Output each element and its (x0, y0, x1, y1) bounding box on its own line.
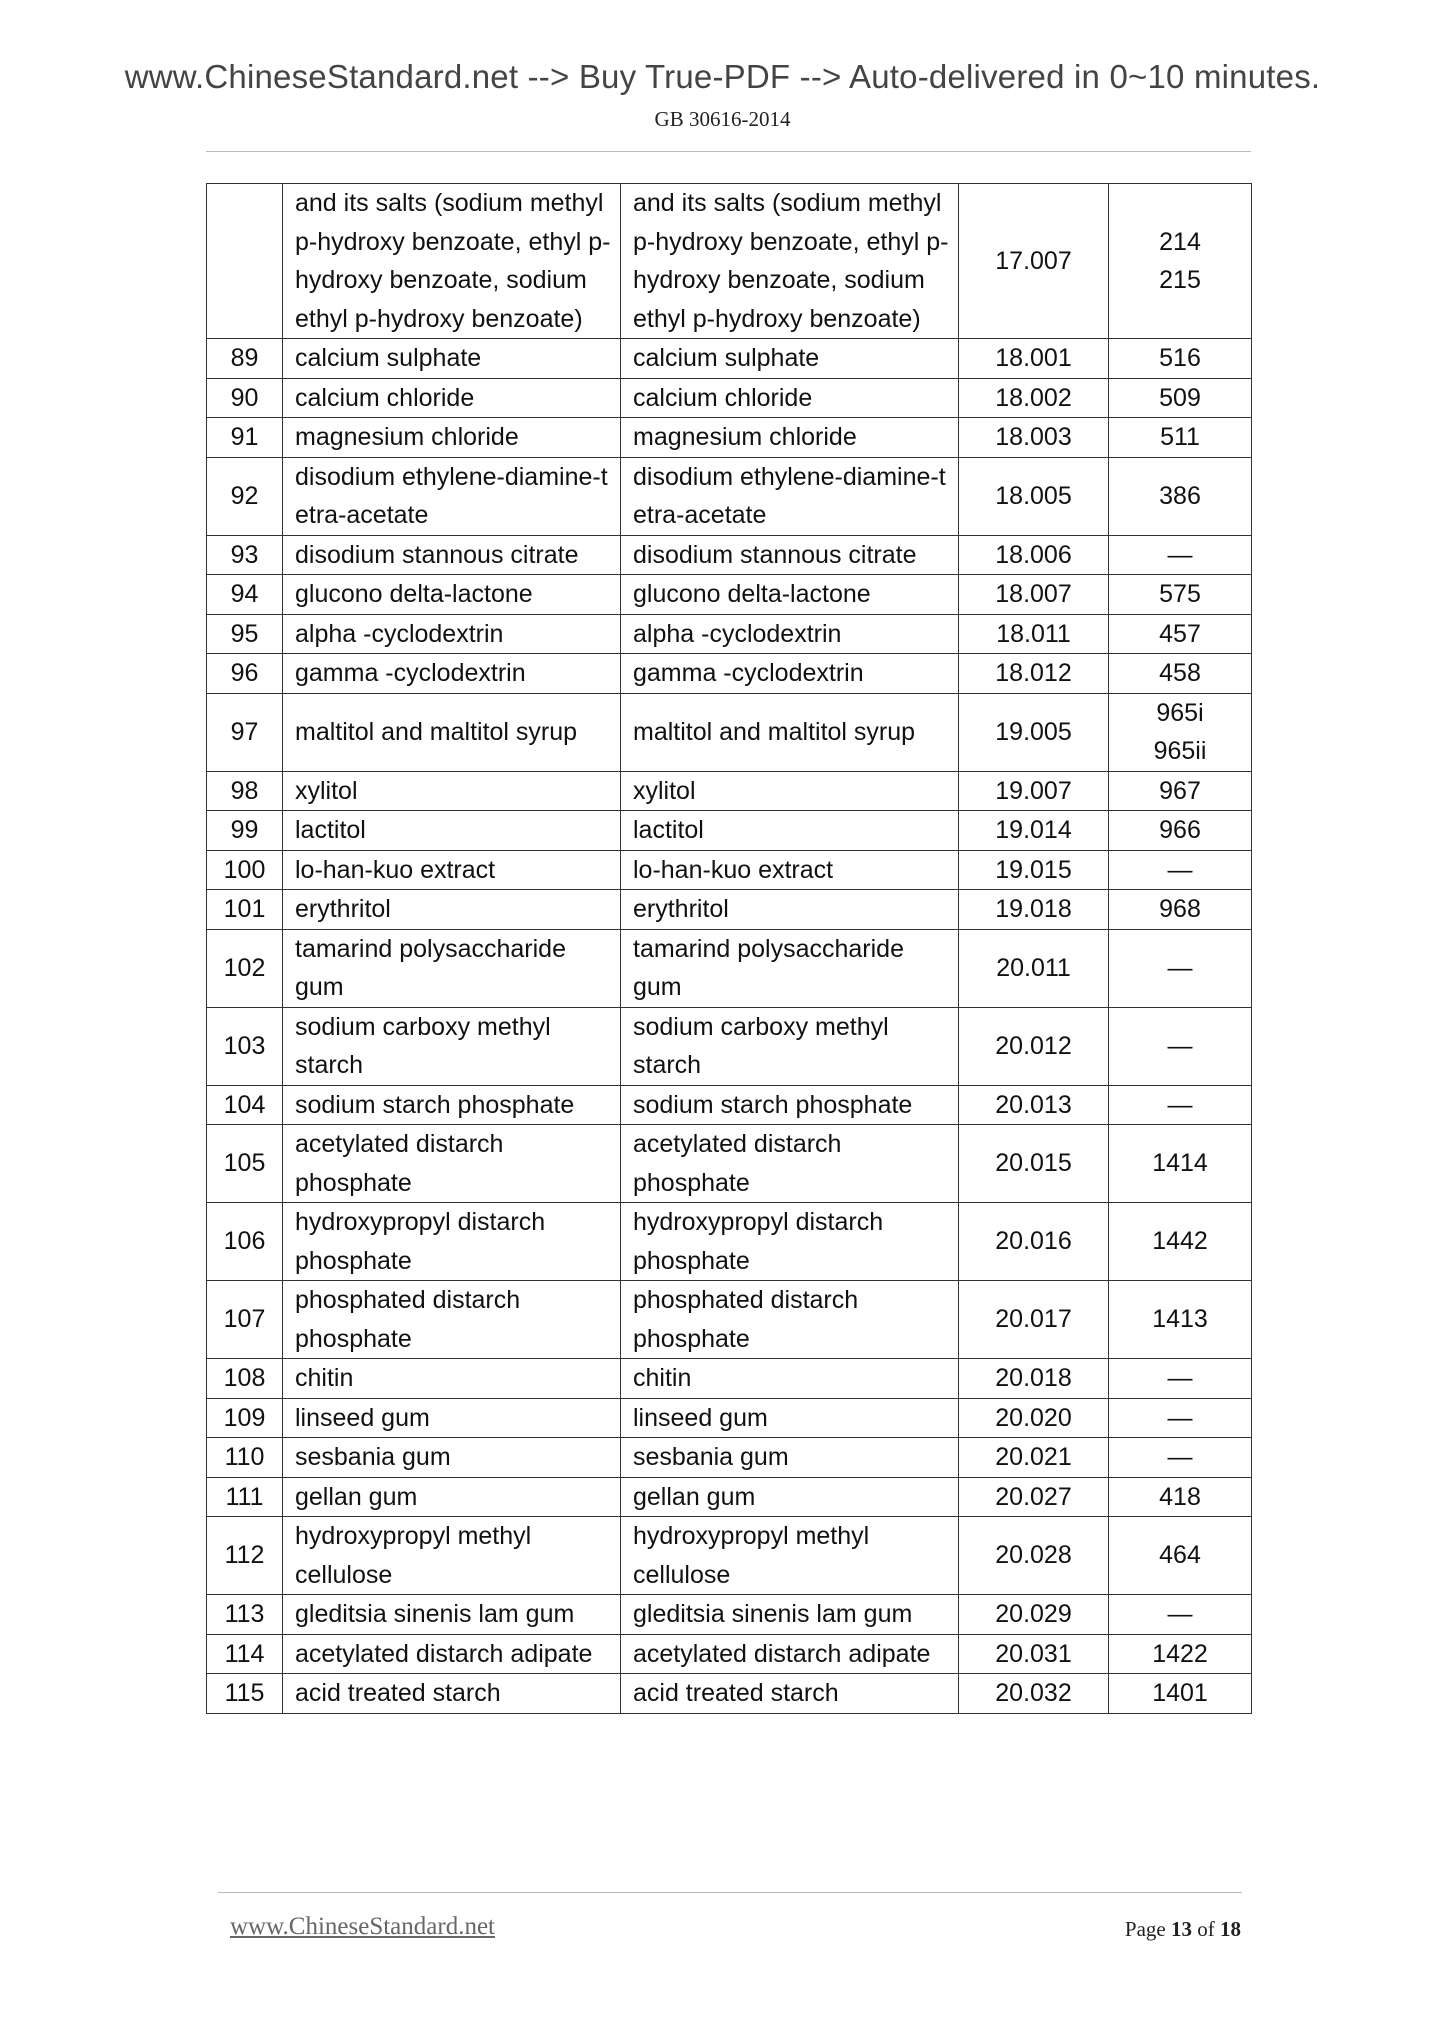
ins-code: 1442 (1109, 1203, 1252, 1281)
additive-name: tamarind polysaccharide gum (283, 929, 621, 1007)
table-row (207, 929, 1252, 1007)
ins-code: 966 (1109, 811, 1252, 851)
cns-code: 17.007 (959, 184, 1109, 339)
cns-code: 20.020 (959, 1398, 1109, 1438)
row-number: 111 (207, 1477, 283, 1517)
additive-name-alt: calcium sulphate (621, 339, 959, 379)
row-number: 104 (207, 1085, 283, 1125)
row-number: 96 (207, 654, 283, 694)
cns-code: 19.018 (959, 890, 1109, 930)
table-row (207, 457, 1252, 535)
additive-name-alt: xylitol (621, 771, 959, 811)
row-number: 106 (207, 1203, 283, 1281)
additive-name-alt: disodium stannous citrate (621, 535, 959, 575)
additive-name: lactitol (283, 811, 621, 851)
header-divider (206, 151, 1251, 152)
row-number: 112 (207, 1517, 283, 1595)
additive-name: xylitol (283, 771, 621, 811)
additive-name-alt: hydroxypropyl distarch phosphate (621, 1203, 959, 1281)
row-number: 108 (207, 1359, 283, 1399)
row-number: 113 (207, 1595, 283, 1635)
row-number: 101 (207, 890, 283, 930)
additive-name-alt: gleditsia sinenis lam gum (621, 1595, 959, 1635)
table-row (207, 1203, 1252, 1281)
additive-name-alt: lactitol (621, 811, 959, 851)
additive-name-alt: alpha -cyclodextrin (621, 614, 959, 654)
additive-name-alt: chitin (621, 1359, 959, 1399)
cns-code: 20.028 (959, 1517, 1109, 1595)
additive-name-alt: linseed gum (621, 1398, 959, 1438)
ins-code: 386 (1109, 457, 1252, 535)
cns-code: 20.016 (959, 1203, 1109, 1281)
ins-code: — (1109, 1007, 1252, 1085)
cns-code: 20.015 (959, 1125, 1109, 1203)
table-row (207, 535, 1252, 575)
page-indicator (1125, 1917, 1241, 1942)
table-row (207, 1281, 1252, 1359)
ins-code: — (1109, 1438, 1252, 1478)
table-row (207, 1398, 1252, 1438)
cns-code: 18.006 (959, 535, 1109, 575)
table-row (207, 575, 1252, 615)
additive-name-alt: sodium starch phosphate (621, 1085, 959, 1125)
additive-name: maltitol and maltitol syrup (283, 693, 621, 771)
table-row (207, 1595, 1252, 1635)
additive-name: gleditsia sinenis lam gum (283, 1595, 621, 1635)
additive-name-alt: gellan gum (621, 1477, 959, 1517)
additive-name-alt: tamarind polysaccharide gum (621, 929, 959, 1007)
ins-code: 1414 (1109, 1125, 1252, 1203)
additive-name: calcium chloride (283, 378, 621, 418)
additive-name-alt: erythritol (621, 890, 959, 930)
additive-name-alt: maltitol and maltitol syrup (621, 693, 959, 771)
ins-code: — (1109, 535, 1252, 575)
ins-code: — (1109, 929, 1252, 1007)
additive-name: calcium sulphate (283, 339, 621, 379)
cns-code: 18.002 (959, 378, 1109, 418)
cns-code: 20.012 (959, 1007, 1109, 1085)
row-number: 110 (207, 1438, 283, 1478)
additive-name-alt: sodium carboxy methyl starch (621, 1007, 959, 1085)
table-row (207, 1477, 1252, 1517)
row-number: 100 (207, 850, 283, 890)
table-row (207, 850, 1252, 890)
cns-code: 19.007 (959, 771, 1109, 811)
row-number: 94 (207, 575, 283, 615)
table-row (207, 811, 1252, 851)
additive-name: sodium starch phosphate (283, 1085, 621, 1125)
additive-name: linseed gum (283, 1398, 621, 1438)
table-row (207, 184, 1252, 339)
page-current: 13 (1171, 1917, 1192, 1941)
ins-code: 511 (1109, 418, 1252, 458)
cns-code: 19.015 (959, 850, 1109, 890)
cns-code: 20.018 (959, 1359, 1109, 1399)
additive-name: phosphated distarch phosphate (283, 1281, 621, 1359)
ins-code: — (1109, 1398, 1252, 1438)
table-row (207, 654, 1252, 694)
additive-name: and its salts (sodium methyl p-hydroxy benzoate, ethyl p-hydroxy benzoate, sodium ethyl p-hydroxy benzoate) (283, 184, 621, 339)
ins-code: 516 (1109, 339, 1252, 379)
page-prefix: Page (1124, 1917, 1166, 1941)
cns-code: 20.027 (959, 1477, 1109, 1517)
additive-name: glucono delta-lactone (283, 575, 621, 615)
cns-code: 20.032 (959, 1674, 1109, 1714)
additives-table-body (207, 184, 1252, 1714)
ins-code: 968 (1109, 890, 1252, 930)
ins-code: 464 (1109, 1517, 1252, 1595)
table-row (207, 1125, 1252, 1203)
cns-code: 20.011 (959, 929, 1109, 1007)
ins-code: — (1109, 1359, 1252, 1399)
additive-name: disodium stannous citrate (283, 535, 621, 575)
ins-code: 965i 965ii (1109, 693, 1252, 771)
additive-name-alt: sesbania gum (621, 1438, 959, 1478)
additive-name-alt: phosphated distarch phosphate (621, 1281, 959, 1359)
additive-name: erythritol (283, 890, 621, 930)
ins-code: 509 (1109, 378, 1252, 418)
additive-name: alpha -cyclodextrin (283, 614, 621, 654)
cns-code: 20.013 (959, 1085, 1109, 1125)
row-number: 99 (207, 811, 283, 851)
cns-code: 18.011 (959, 614, 1109, 654)
additive-name: acid treated starch (283, 1674, 621, 1714)
ins-code: 214 215 (1109, 184, 1252, 339)
additive-name-alt: lo-han-kuo extract (621, 850, 959, 890)
row-number: 107 (207, 1281, 283, 1359)
ins-code: 1401 (1109, 1674, 1252, 1714)
row-number: 109 (207, 1398, 283, 1438)
row-number: 93 (207, 535, 283, 575)
standard-code: GB 30616-2014 (654, 107, 791, 131)
ins-code: — (1109, 1595, 1252, 1635)
table-row (207, 418, 1252, 458)
ins-code: — (1109, 1085, 1252, 1125)
additive-name: sesbania gum (283, 1438, 621, 1478)
table-row (207, 1085, 1252, 1125)
row-number: 103 (207, 1007, 283, 1085)
additive-name: magnesium chloride (283, 418, 621, 458)
cns-code: 18.012 (959, 654, 1109, 694)
cns-code: 20.031 (959, 1634, 1109, 1674)
additive-name-alt: hydroxypropyl methyl cellulose (621, 1517, 959, 1595)
table-row (207, 1007, 1252, 1085)
additive-name: acetylated distarch phosphate (283, 1125, 621, 1203)
additive-name: sodium carboxy methyl starch (283, 1007, 621, 1085)
row-number: 95 (207, 614, 283, 654)
table-row (207, 378, 1252, 418)
additive-name-alt: and its salts (sodium methyl p-hydroxy benzoate, ethyl p-hydroxy benzoate, sodium ethyl p-hydroxy benzoate) (621, 184, 959, 339)
additives-table (206, 183, 1252, 1714)
table-row (207, 1674, 1252, 1714)
cns-code: 20.021 (959, 1438, 1109, 1478)
row-number: 115 (207, 1674, 283, 1714)
additive-name-alt: gamma -cyclodextrin (621, 654, 959, 694)
additive-name: acetylated distarch adipate (283, 1634, 621, 1674)
row-number: 97 (207, 693, 283, 771)
ins-code: 457 (1109, 614, 1252, 654)
additive-name-alt: calcium chloride (621, 378, 959, 418)
row-number: 89 (207, 339, 283, 379)
additive-name: lo-han-kuo extract (283, 850, 621, 890)
row-number: 92 (207, 457, 283, 535)
cns-code: 19.005 (959, 693, 1109, 771)
additive-name-alt: acid treated starch (621, 1674, 959, 1714)
row-number: 102 (207, 929, 283, 1007)
ins-code: 458 (1109, 654, 1252, 694)
additive-name-alt: magnesium chloride (621, 418, 959, 458)
cns-code: 18.005 (959, 457, 1109, 535)
ins-code: 967 (1109, 771, 1252, 811)
additive-name-alt: glucono delta-lactone (621, 575, 959, 615)
cns-code: 18.007 (959, 575, 1109, 615)
cns-code: 18.003 (959, 418, 1109, 458)
footer-divider (218, 1892, 1242, 1893)
cns-code: 19.014 (959, 811, 1109, 851)
row-number (207, 184, 283, 339)
additive-name: gellan gum (283, 1477, 621, 1517)
table-row (207, 339, 1252, 379)
cns-code: 20.029 (959, 1595, 1109, 1635)
ins-code: 575 (1109, 575, 1252, 615)
row-number: 90 (207, 378, 283, 418)
ins-code: 1422 (1109, 1634, 1252, 1674)
additive-name-alt: disodium ethylene-diamine-tetra-acetate (621, 457, 959, 535)
row-number: 98 (207, 771, 283, 811)
table-row (207, 1634, 1252, 1674)
additive-name: gamma -cyclodextrin (283, 654, 621, 694)
table-row (207, 614, 1252, 654)
additive-name-alt: acetylated distarch phosphate (621, 1125, 959, 1203)
table-row (207, 771, 1252, 811)
table-row (207, 693, 1252, 771)
row-number: 114 (207, 1634, 283, 1674)
cns-code: 20.017 (959, 1281, 1109, 1359)
ins-code: 1413 (1109, 1281, 1252, 1359)
table-row (207, 1438, 1252, 1478)
footer-site-link[interactable]: www.ChineseStandard.net (230, 1913, 495, 1940)
additive-name: hydroxypropyl distarch phosphate (283, 1203, 621, 1281)
additive-name: chitin (283, 1359, 621, 1399)
additive-name-alt: acetylated distarch adipate (621, 1634, 959, 1674)
table-row (207, 1359, 1252, 1399)
ins-code: 418 (1109, 1477, 1252, 1517)
cns-code: 18.001 (959, 339, 1109, 379)
site-banner: www.ChineseStandard.net --> Buy True-PDF --> Auto-delivered in 0~10 minutes. (124, 58, 1321, 95)
row-number: 91 (207, 418, 283, 458)
ins-code: — (1109, 850, 1252, 890)
page-of: of (1197, 1917, 1215, 1941)
row-number: 105 (207, 1125, 283, 1203)
page-total: 18 (1220, 1917, 1241, 1941)
table-row (207, 890, 1252, 930)
additive-name: hydroxypropyl methyl cellulose (283, 1517, 621, 1595)
table-row (207, 1517, 1252, 1595)
additive-name: disodium ethylene-diamine-tetra-acetate (283, 457, 621, 535)
